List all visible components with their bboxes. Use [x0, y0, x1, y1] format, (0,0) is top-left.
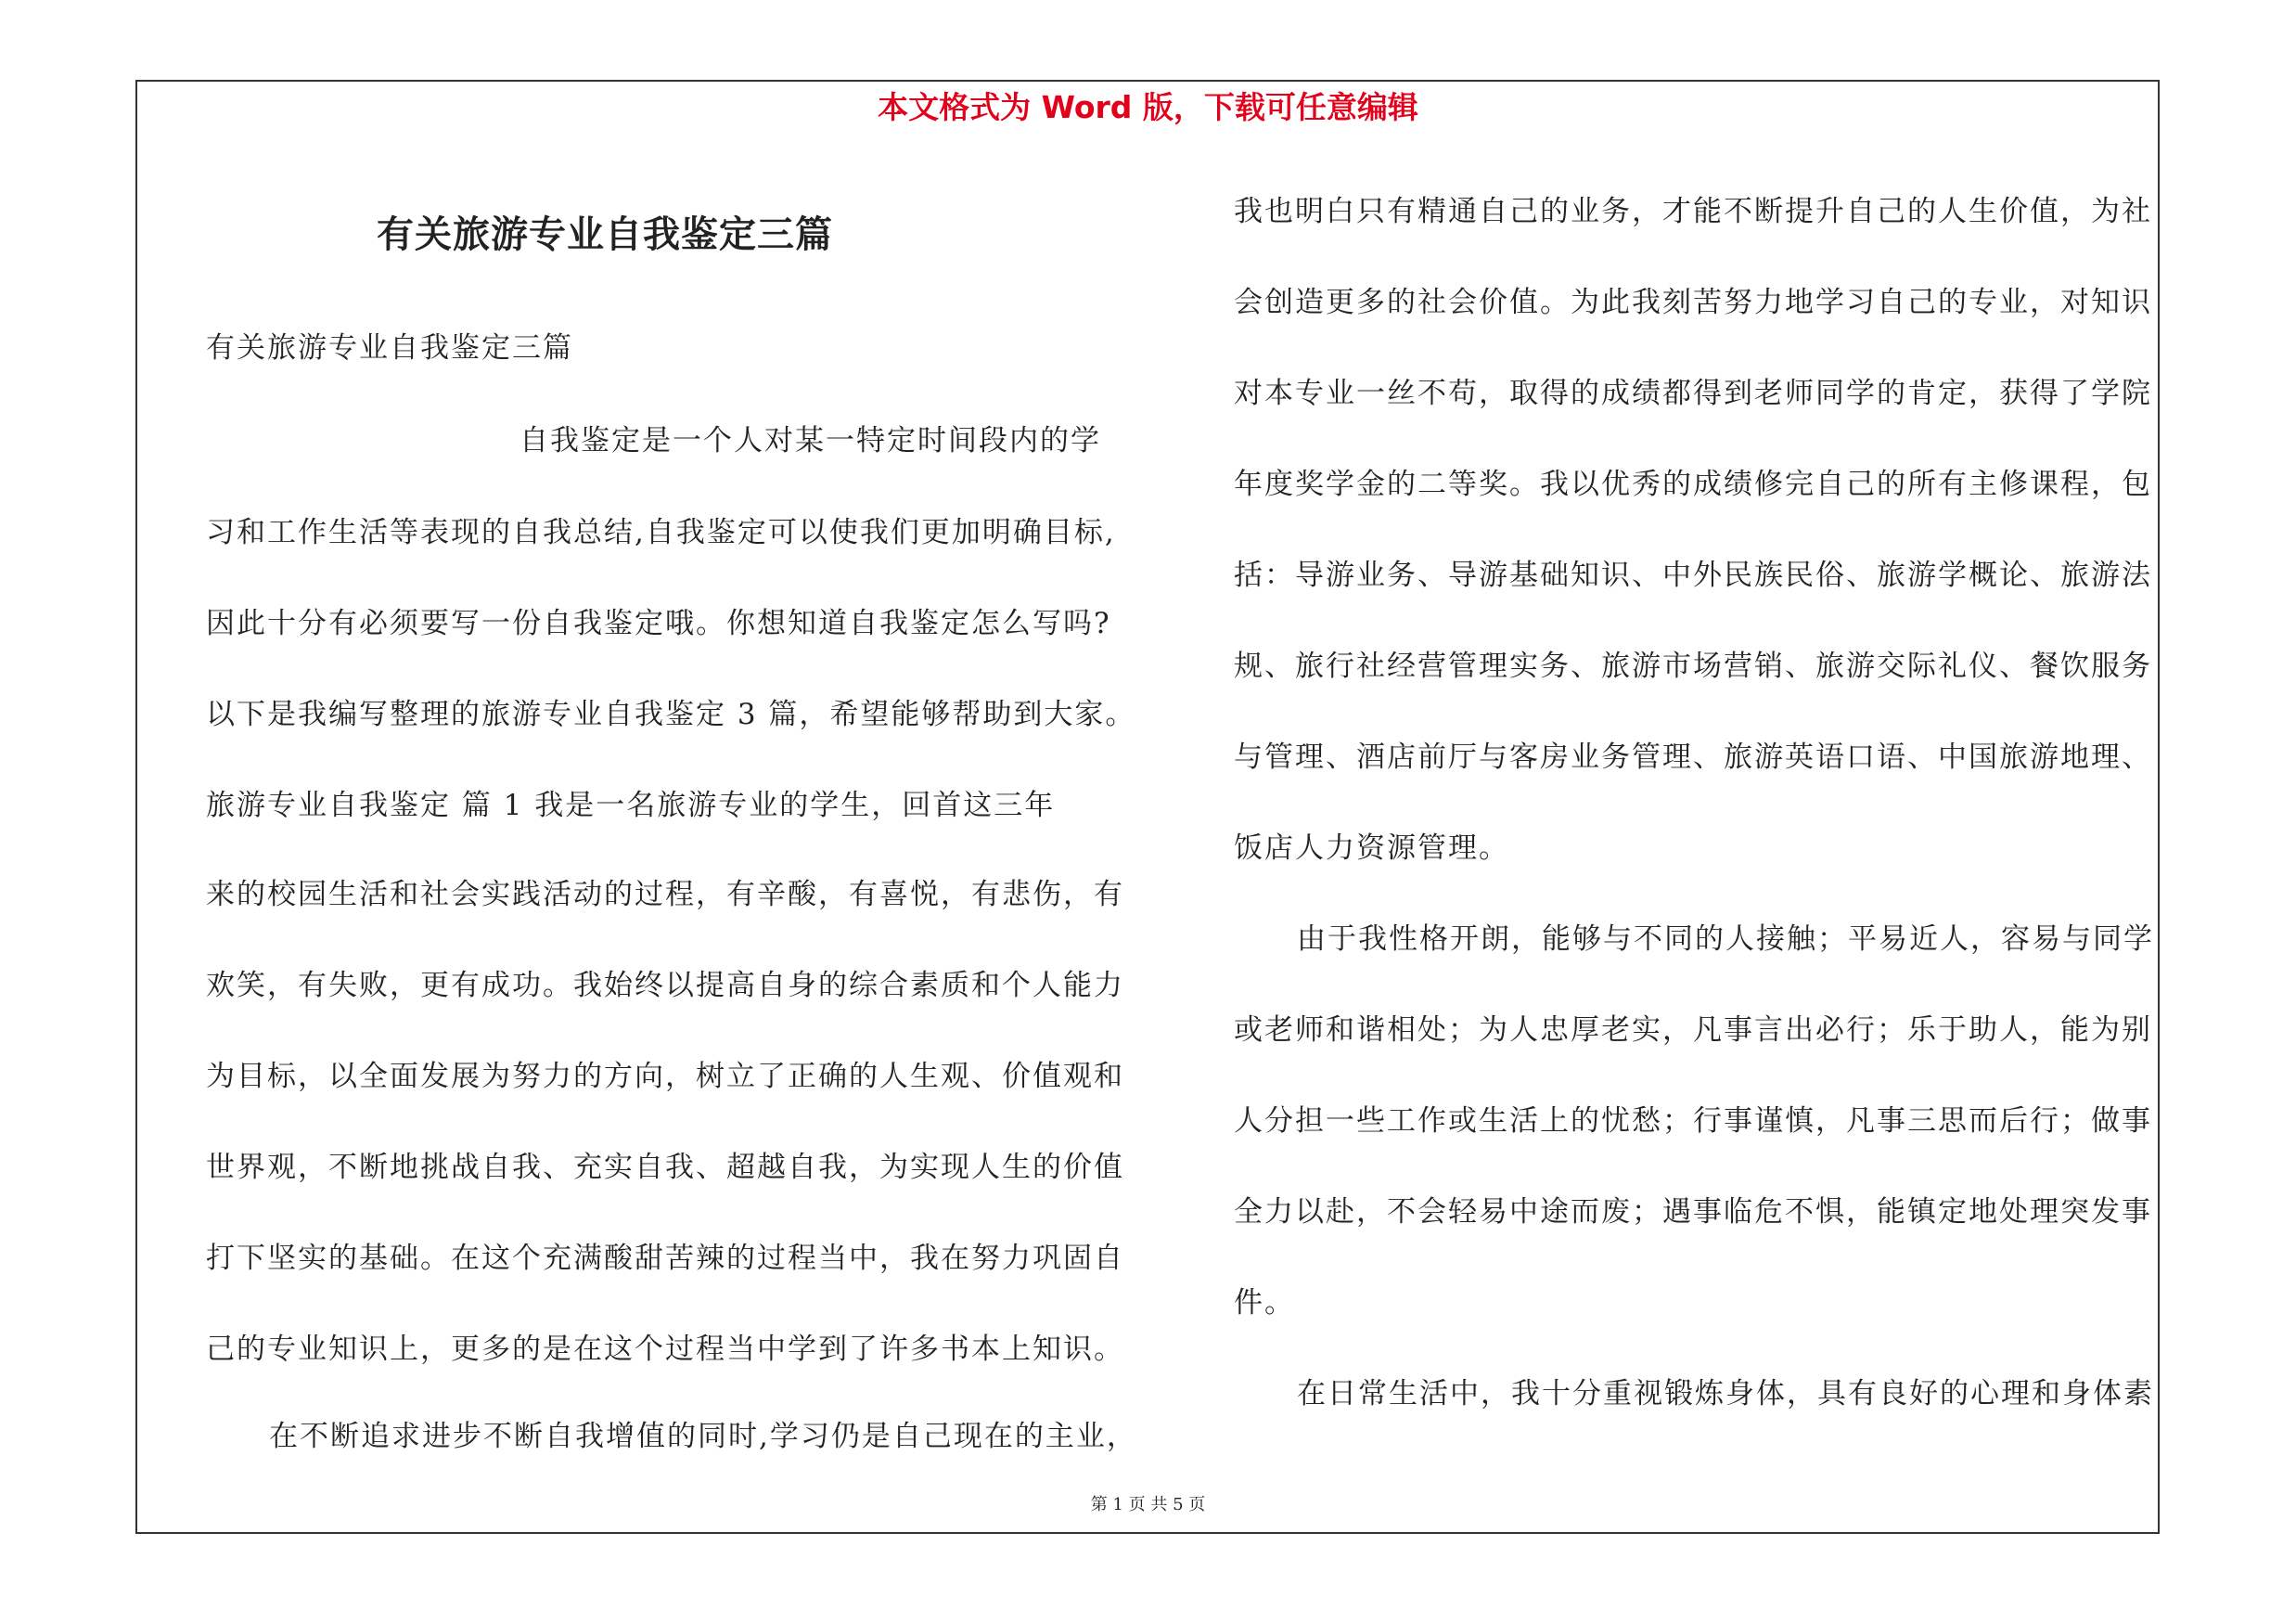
body-line: 以下是我编写整理的旅游专业自我鉴定 3 篇，希望能够帮助到大家。 [206, 698, 1136, 731]
body-line: 由于我性格开朗，能够与不同的人接触；平易近人，容易与同学 [1297, 922, 2154, 956]
body-line: 打下坚实的基础。在这个充满酸甜苦辣的过程当中，我在努力巩固自 [206, 1242, 1124, 1275]
body-line: 有关旅游专业自我鉴定三篇 [206, 331, 573, 365]
body-line: 欢笑，有失败，更有成功。我始终以提高自身的综合素质和个人能力 [206, 969, 1124, 1002]
body-line: 在日常生活中，我十分重视锻炼身体，具有良好的心理和身体素 [1297, 1377, 2154, 1410]
body-line: 饭店人力资源管理。 [1234, 831, 1509, 865]
body-line: 对本专业一丝不苟，取得的成绩都得到老师同学的肯定，获得了学院 [1234, 377, 2152, 410]
body-line: 人分担一些工作或生活上的忧愁；行事谨慎，凡事三思而后行；做事 [1234, 1104, 2152, 1138]
body-line: 因此十分有必须要写一份自我鉴定哦。你想知道自我鉴定怎么写吗? [206, 607, 1111, 640]
body-line: 旅游专业自我鉴定 篇 1 我是一名旅游专业的学生，回首这三年 [206, 789, 1056, 822]
body-line: 世界观，不断地挑战自我、充实自我、超越自我，为实现人生的价值 [206, 1151, 1124, 1184]
body-line: 会创造更多的社会价值。为此我刻苦努力地学习自己的专业，对知识 [1234, 286, 2152, 319]
body-line: 习和工作生活等表现的自我总结,自我鉴定可以使我们更加明确目标, [206, 516, 1116, 549]
body-line: 年度奖学金的二等奖。我以优秀的成绩修完自己的所有主修课程，包 [1234, 468, 2152, 501]
body-line: 规、旅行社经营管理实务、旅游市场营销、旅游交际礼仪、餐饮服务 [1234, 650, 2152, 683]
body-line: 与管理、酒店前厅与客房业务管理、旅游英语口语、中国旅游地理、 [1234, 741, 2152, 774]
body-line: 在不断追求进步不断自我增值的同时,学习仍是自己现在的主业， [269, 1420, 1137, 1453]
body-line: 自我鉴定是一个人对某一特定时间段内的学 [519, 424, 1101, 457]
body-line: 或老师和谐相处；为人忠厚老实，凡事言出必行；乐于助人，能为别 [1234, 1013, 2152, 1047]
document-title: 有关旅游专业自我鉴定三篇 [377, 213, 833, 256]
format-banner: 本文格式为 Word 版，下载可任意编辑 [878, 89, 1418, 125]
body-line: 己的专业知识上，更多的是在这个过程当中学到了许多书本上知识。 [206, 1333, 1124, 1366]
body-line: 为目标，以全面发展为努力的方向，树立了正确的人生观、价值观和 [206, 1060, 1124, 1093]
body-line: 件。 [1234, 1286, 1295, 1320]
body-line: 括：导游业务、导游基础知识、中外民族民俗、旅游学概论、旅游法 [1234, 559, 2152, 592]
page-number: 第 1 页 共 5 页 [1090, 1495, 1206, 1514]
body-line: 全力以赴，不会轻易中途而废；遇事临危不惧，能镇定地处理突发事 [1234, 1195, 2152, 1229]
body-line: 来的校园生活和社会实践活动的过程，有辛酸，有喜悦，有悲伤，有 [206, 878, 1124, 911]
body-line: 我也明白只有精通自己的业务，才能不断提升自己的人生价值，为社 [1234, 195, 2152, 228]
